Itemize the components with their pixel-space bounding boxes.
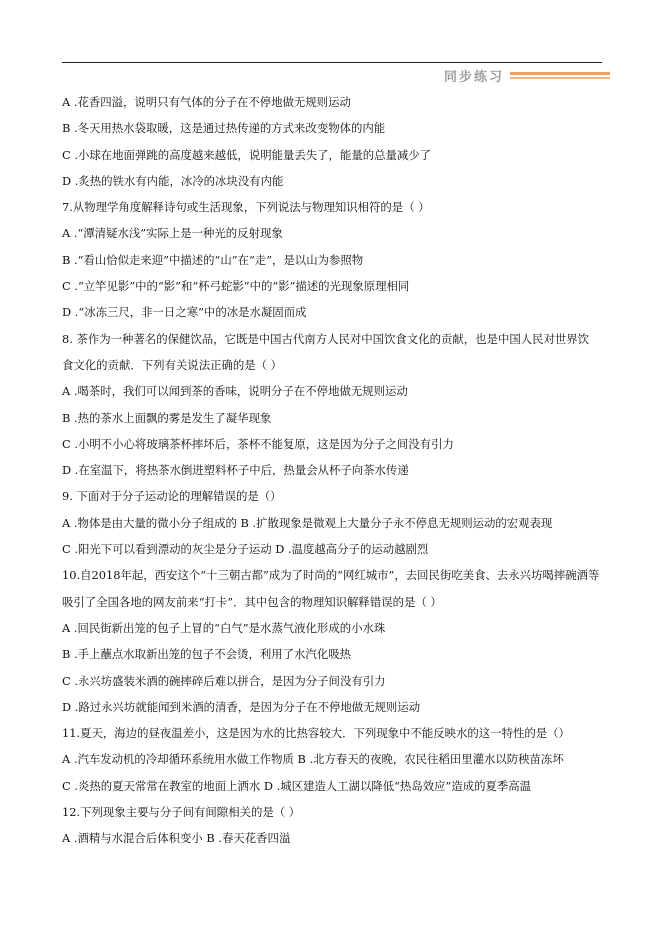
badge-decoration xyxy=(510,72,610,82)
section-badge: 同步练习 xyxy=(444,70,505,85)
option-a: A .喝茶时，我们可以闻到茶的香味，说明分子在不停地做无规则运动 xyxy=(62,384,408,399)
option-c: C .小明不小心将玻璃茶杯摔坏后，茶杯不能复原，这是因为分子之间没有引力 xyxy=(62,436,454,451)
exercise-content xyxy=(62,89,607,852)
option-cd: C .炎热的夏天常常在教室的地面上洒水 D .城区建造人工湖以降低“热岛效应”造成的夏季高温 xyxy=(62,778,532,793)
option-b: B .冬天用热水袋取暖，这是通过热传递的方式来改变物体的内能 xyxy=(62,121,386,136)
option-b: B .手上蘸点水取新出笼的包子不会烫，利用了水汽化吸热 xyxy=(62,647,351,662)
option-a: A .花香四溢，说明只有气体的分子在不停地做无规则运动 xyxy=(62,95,351,109)
option-d: D .炙热的铁水有内能，冰冷的冰块没有内能 xyxy=(62,173,284,188)
option-c: C .永兴坊盛装米酒的碗摔碎后难以拼合，是因为分子间没有引力 xyxy=(62,673,386,688)
option-cd: C .阳光下可以看到漂动的灰尘是分子运动 D .温度越高分子的运动越剧烈 xyxy=(62,542,429,557)
option-ab: A .汽车发动机的冷却循环系统用水做工作物质 B .北方春天的夜晚，农民往稻田里灌水以防秧苗冻坏 xyxy=(62,752,564,767)
option-a: A .回民街新出笼的包子上冒的“白气”是水蒸气液化形成的小水珠 xyxy=(62,620,386,635)
option-d: D .“冰冻三尺，非一日之寒”中的冰是水凝固而成 xyxy=(62,305,307,320)
option-b: B .“看山恰似走来迎”中描述的“山”在“走”，是以山为参照物 xyxy=(62,252,364,267)
option-c: C .“立竿见影”中的“影”和“杯弓蛇影”中的“影”描述的光现象原理相同 xyxy=(62,279,410,294)
option-ab: A .酒精与水混合后体积变小 B .春天花香四溢 xyxy=(62,831,291,846)
option-ab: A .物体是由大量的微小分子组成的 B .扩散现象是微观上大量分子永不停息无规则运动的宏观表现 xyxy=(62,515,553,530)
question-10: 10.自2018年起，西安这个“十三朝古都”成为了时尚的“网红城市”，去回民街吃美食、去永兴坊喝摔碗酒等 xyxy=(62,568,600,583)
question-8-cont: 食文化的贡献．下列有关说法正确的是（ ） xyxy=(62,357,283,372)
option-d: D .路过永兴坊就能闻到米酒的清香，是因为分子在不停地做无规则运动 xyxy=(62,699,421,714)
question-10-cont: 吸引了全国各地的网友前来“打卡”．其中包含的物理知识解释错误的是（ ） xyxy=(62,594,442,609)
header-rule xyxy=(62,62,602,63)
question-7: 7.从物理学角度解释诗句或生活现象，下列说法与物理知识相符的是（ ） xyxy=(62,200,430,215)
option-a: A .“潭清疑水浅”实际上是一种光的反射现象 xyxy=(62,226,283,241)
question-9: 9. 下面对于分子运动论的理解错误的是（） xyxy=(62,489,282,504)
question-12: 12.下列现象主要与分子间有间隙相关的是（ ） xyxy=(62,805,301,820)
question-8: 8. 茶作为一种著名的保健饮品，它既是中国古代南方人民对中国饮食文化的贡献，也是中国人民对世界饮 xyxy=(62,331,590,346)
question-11: 11.夏天，海边的昼夜温差小，这是因为水的比热容较大．下列现象中不能反映水的这一特性的是（） xyxy=(62,726,570,741)
option-d: D .在室温下，将热茶水倒进塑料杯子中后，热量会从杯子向茶水传递 xyxy=(62,463,409,478)
option-b: B .热的茶水上面飘的雾是发生了凝华现象 xyxy=(62,410,272,425)
option-c: C .小球在地面弹跳的高度越来越低，说明能量丢失了，能量的总量减少了 xyxy=(62,147,432,162)
